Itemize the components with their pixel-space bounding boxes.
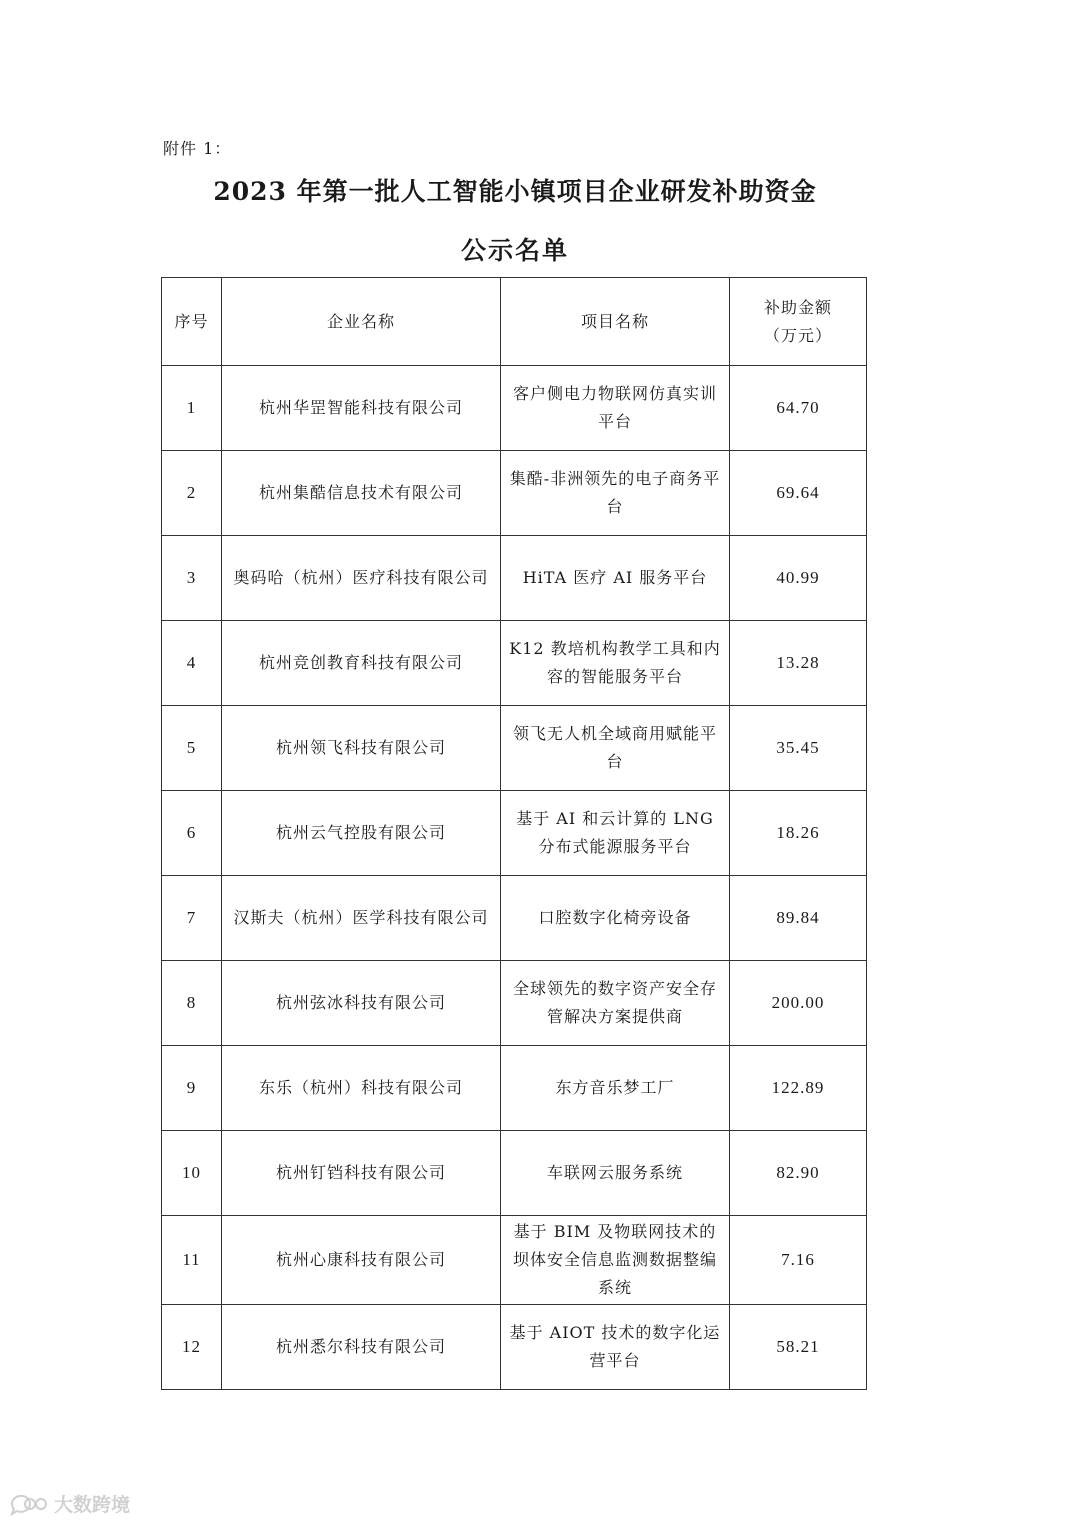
table-row [162, 876, 867, 961]
header-amount [730, 278, 867, 366]
row-index: 10 [162, 1131, 222, 1216]
row-index: 5 [162, 706, 222, 791]
row-company: 奥码哈（杭州）医疗科技有限公司 [222, 536, 501, 621]
row-project: 集酷-非洲领先的电子商务平台 [501, 451, 730, 536]
row-amount: 35.45 [730, 706, 867, 791]
row-company: 杭州钉铛科技有限公司 [222, 1131, 501, 1216]
row-company: 杭州集酷信息技术有限公司 [222, 451, 501, 536]
header-project: 项目名称 [501, 278, 730, 366]
row-company: 杭州悉尔科技有限公司 [222, 1305, 501, 1390]
row-index: 11 [162, 1216, 222, 1305]
row-project: 领飞无人机全域商用赋能平台 [501, 706, 730, 791]
row-project: 基于 BIM 及物联网技术的坝体安全信息监测数据整编系统 [501, 1216, 730, 1305]
row-project: 口腔数字化椅旁设备 [501, 876, 730, 961]
header-amount-line2: （万元） [763, 325, 832, 345]
row-index: 8 [162, 961, 222, 1046]
row-amount: 64.70 [730, 366, 867, 451]
row-amount: 7.16 [730, 1216, 867, 1305]
table-row [162, 1046, 867, 1131]
attachment-label: 附件 1： [163, 139, 232, 158]
row-index: 1 [162, 366, 222, 451]
row-project: 客户侧电力物联网仿真实训平台 [501, 366, 730, 451]
watermark-text: 大数跨境 [54, 1494, 131, 1516]
row-amount: 58.21 [730, 1305, 867, 1390]
row-company: 东乐（杭州）科技有限公司 [222, 1046, 501, 1131]
row-company: 杭州心康科技有限公司 [222, 1216, 501, 1305]
table-header-row [162, 278, 867, 366]
row-company: 杭州华罡智能科技有限公司 [222, 366, 501, 451]
table-row [162, 706, 867, 791]
row-index: 3 [162, 536, 222, 621]
header-amount-line1: 补助金额 [763, 297, 832, 317]
document-title: 2023 年第一批人工智能小镇项目企业研发补助资金 [213, 177, 817, 206]
row-index: 2 [162, 451, 222, 536]
row-company: 杭州云气控股有限公司 [222, 791, 501, 876]
table-row [162, 791, 867, 876]
row-amount: 13.28 [730, 621, 867, 706]
row-project: 车联网云服务系统 [501, 1131, 730, 1216]
row-company: 杭州弦冰科技有限公司 [222, 961, 501, 1046]
row-project: HiTA 医疗 AI 服务平台 [501, 536, 730, 621]
subsidy-table [161, 277, 867, 1390]
row-project: 全球领先的数字资产安全存管解决方案提供商 [501, 961, 730, 1046]
row-project: K12 教培机构教学工具和内容的智能服务平台 [501, 621, 730, 706]
header-index: 序号 [162, 278, 222, 366]
row-index: 7 [162, 876, 222, 961]
table-row [162, 451, 867, 536]
row-project: 基于 AIOT 技术的数字化运营平台 [501, 1305, 730, 1390]
row-index: 12 [162, 1305, 222, 1390]
row-project: 基于 AI 和云计算的 LNG 分布式能源服务平台 [501, 791, 730, 876]
document-subtitle: 公示名单 [460, 236, 569, 265]
table-row [162, 961, 867, 1046]
header-company: 企业名称 [222, 278, 501, 366]
table-row [162, 621, 867, 706]
row-amount: 40.99 [730, 536, 867, 621]
chat-bubble-logo-icon [8, 1492, 48, 1516]
row-amount: 200.00 [730, 961, 867, 1046]
row-company: 杭州竞创教育科技有限公司 [222, 621, 501, 706]
row-amount: 18.26 [730, 791, 867, 876]
table-row [162, 1305, 867, 1390]
row-company: 汉斯夫（杭州）医学科技有限公司 [222, 876, 501, 961]
table-row [162, 1131, 867, 1216]
row-index: 6 [162, 791, 222, 876]
row-amount: 69.64 [730, 451, 867, 536]
row-project: 东方音乐梦工厂 [501, 1046, 730, 1131]
watermark [8, 1490, 130, 1517]
row-index: 9 [162, 1046, 222, 1131]
row-amount: 122.89 [730, 1046, 867, 1131]
table-row [162, 1216, 867, 1305]
table-row [162, 366, 867, 451]
row-amount: 82.90 [730, 1131, 867, 1216]
table-row [162, 536, 867, 621]
row-amount: 89.84 [730, 876, 867, 961]
row-company: 杭州领飞科技有限公司 [222, 706, 501, 791]
row-index: 4 [162, 621, 222, 706]
